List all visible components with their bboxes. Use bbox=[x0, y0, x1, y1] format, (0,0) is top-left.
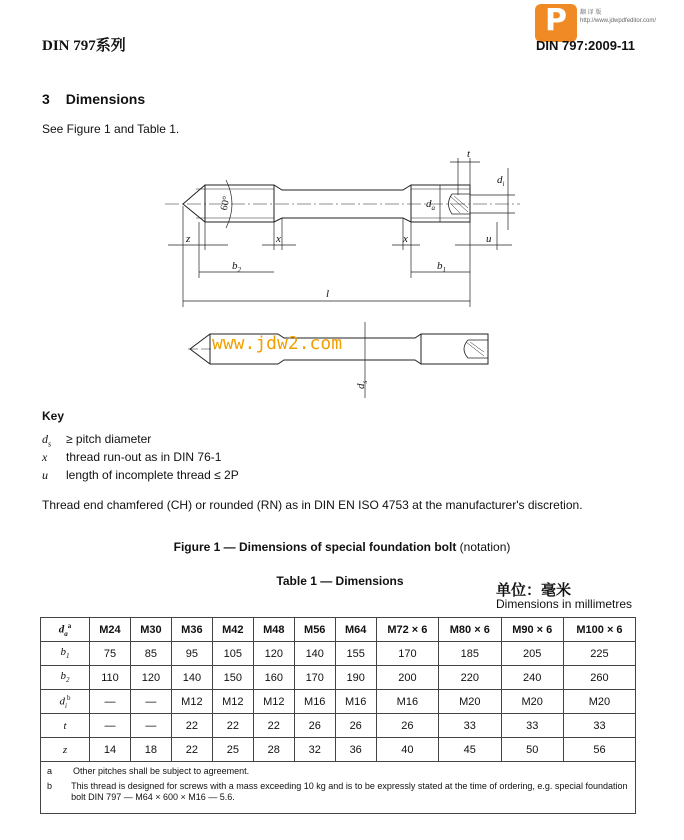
column-header: M90 × 6 bbox=[501, 618, 563, 642]
table-row bbox=[41, 738, 636, 762]
table-cell: M12 bbox=[253, 690, 294, 714]
column-header: M42 bbox=[212, 618, 253, 642]
footnote-row bbox=[41, 762, 636, 814]
figure-caption bbox=[42, 540, 642, 554]
logo-letter: P bbox=[545, 3, 567, 38]
unit-label: Dimensions in millimetres bbox=[496, 597, 633, 611]
footnote-mark: b bbox=[47, 781, 53, 791]
table-cell: 155 bbox=[335, 642, 376, 666]
table-header-row bbox=[41, 618, 636, 642]
column-header: M64 bbox=[335, 618, 376, 642]
row-symbol-cell: $b_1$ bbox=[41, 642, 90, 666]
column-header: M56 bbox=[294, 618, 335, 642]
table-cell: 190 bbox=[335, 666, 376, 690]
table-row bbox=[41, 642, 636, 666]
row-symbol-cell: z bbox=[41, 738, 90, 762]
table-cell: 25 bbox=[212, 738, 253, 762]
table-cell: 170 bbox=[376, 642, 438, 666]
table-cell: 28 bbox=[253, 738, 294, 762]
table-cell: 36 bbox=[335, 738, 376, 762]
label-t: t bbox=[467, 148, 471, 160]
label-z: z bbox=[186, 233, 191, 245]
column-header: M30 bbox=[130, 618, 171, 642]
section-intro: See Figure 1 and Table 1. bbox=[42, 122, 180, 136]
table-cell: M12 bbox=[171, 690, 212, 714]
label-b1: $b_1$ bbox=[437, 260, 446, 274]
table-cell: 33 bbox=[501, 714, 563, 738]
table-caption: Table 1 — Dimensions bbox=[276, 574, 404, 588]
row-symbol-cell: $d_i^b$ bbox=[41, 690, 90, 714]
table-cell: 140 bbox=[171, 666, 212, 690]
key-text: ≥ pitch diameter bbox=[66, 432, 152, 446]
label-ds: $d_s$ bbox=[355, 380, 369, 389]
table-cell: 105 bbox=[212, 642, 253, 666]
label-di: $d_i$ bbox=[497, 174, 505, 188]
table-cell: M20 bbox=[439, 690, 501, 714]
table-cell: 140 bbox=[294, 642, 335, 666]
footnotes bbox=[41, 762, 636, 814]
footnote-text: Other pitches shall be subject to agreement. bbox=[73, 766, 250, 776]
table-cell: 225 bbox=[563, 642, 635, 666]
figure-caption-suffix: (notation) bbox=[456, 540, 511, 554]
table-cell: 50 bbox=[501, 738, 563, 762]
table-row bbox=[41, 714, 636, 738]
label-angle: 60° bbox=[218, 195, 233, 212]
label-x-left: x bbox=[276, 233, 281, 245]
footnote-mark: a bbox=[47, 766, 53, 776]
table-cell: 40 bbox=[376, 738, 438, 762]
label-da: $d_a$ bbox=[426, 198, 435, 212]
row-symbol-cell: $b_2$ bbox=[41, 666, 90, 690]
table-row bbox=[41, 690, 636, 714]
table-cell: 150 bbox=[212, 666, 253, 690]
thread-end-note: Thread end chamfered (CH) or rounded (RN) as in DIN EN ISO 4753 at the manufacturer's discretion. bbox=[42, 498, 583, 512]
section-title: Dimensions bbox=[65, 91, 146, 107]
table-cell: M12 bbox=[212, 690, 253, 714]
table-cell: 33 bbox=[439, 714, 501, 738]
table-cell: 22 bbox=[212, 714, 253, 738]
key-symbol: x bbox=[42, 450, 48, 464]
table-cell: — bbox=[90, 714, 131, 738]
watermark: www.jdw2.com bbox=[212, 333, 343, 354]
logo-caption-line: http://www.jdwpdfeditor.com/ bbox=[580, 18, 657, 24]
table-cell: 260 bbox=[563, 666, 635, 690]
table-cell: 110 bbox=[90, 666, 131, 690]
column-header: M80 × 6 bbox=[439, 618, 501, 642]
section-number: 3 bbox=[42, 91, 50, 107]
key-text: thread run-out as in DIN 76-1 bbox=[66, 450, 222, 464]
key-item bbox=[42, 432, 151, 448]
column-header: M48 bbox=[253, 618, 294, 642]
table-cell: 32 bbox=[294, 738, 335, 762]
table-cell: 205 bbox=[501, 642, 563, 666]
header-symbol-cell: $d_a^a$ bbox=[41, 618, 90, 642]
table-cell: 75 bbox=[90, 642, 131, 666]
footnote-text: This thread is designed for screws with a mass exceeding 10 kg and is to be expressly stated at the time of ordering, e.g. special foundation bolt DIN 797 — M64 × 600 × M16 — 5.6. bbox=[71, 781, 628, 802]
table-cell: 33 bbox=[563, 714, 635, 738]
table-cell: 22 bbox=[253, 714, 294, 738]
table-cell: 170 bbox=[294, 666, 335, 690]
label-b2: $b_2$ bbox=[232, 260, 241, 274]
logo-caption-line: 翻 译 版 bbox=[580, 10, 602, 16]
table-cell: 56 bbox=[563, 738, 635, 762]
document-series-title: DIN 797系列 bbox=[42, 38, 126, 54]
column-header: M36 bbox=[171, 618, 212, 642]
table-cell: 26 bbox=[294, 714, 335, 738]
document-standard-number: DIN 797:2009-11 bbox=[536, 38, 636, 53]
table-cell: 26 bbox=[335, 714, 376, 738]
table-cell: 200 bbox=[376, 666, 438, 690]
table-cell: — bbox=[90, 690, 131, 714]
column-header: M24 bbox=[90, 618, 131, 642]
table-cell: 120 bbox=[253, 642, 294, 666]
table-cell: 85 bbox=[130, 642, 171, 666]
key-symbol: u bbox=[42, 468, 48, 482]
unit-label-chinese: 单位：毫米 bbox=[496, 583, 572, 599]
figure-caption-title: Figure 1 — Dimensions of special foundation bolt bbox=[173, 540, 457, 554]
label-u: u bbox=[486, 233, 492, 245]
table-cell: M16 bbox=[335, 690, 376, 714]
footnote bbox=[47, 766, 629, 777]
table-cell: — bbox=[130, 714, 171, 738]
dimension-lines bbox=[168, 158, 515, 307]
key-item bbox=[42, 468, 239, 483]
table-cell: 160 bbox=[253, 666, 294, 690]
bolt-side-view bbox=[165, 180, 520, 228]
table-cell: 18 bbox=[130, 738, 171, 762]
dimensions-table bbox=[40, 617, 636, 814]
table-cell: M20 bbox=[501, 690, 563, 714]
table-cell: M16 bbox=[294, 690, 335, 714]
table-cell: 95 bbox=[171, 642, 212, 666]
key-symbol: $d_s$ bbox=[42, 432, 52, 449]
bolt-drawing bbox=[0, 140, 684, 405]
key-item bbox=[42, 450, 221, 465]
table-row bbox=[41, 666, 636, 690]
table-cell: M16 bbox=[376, 690, 438, 714]
table-cell: 26 bbox=[376, 714, 438, 738]
column-header: M100 × 6 bbox=[563, 618, 635, 642]
label-x-right: x bbox=[403, 233, 408, 245]
table-cell: 240 bbox=[501, 666, 563, 690]
table-cell: 185 bbox=[439, 642, 501, 666]
table-cell: 220 bbox=[439, 666, 501, 690]
table-cell: — bbox=[130, 690, 171, 714]
footnote bbox=[47, 781, 629, 803]
table-cell: 22 bbox=[171, 738, 212, 762]
table-cell: M20 bbox=[563, 690, 635, 714]
key-text: length of incomplete thread ≤ 2P bbox=[66, 468, 239, 482]
logo-caption bbox=[580, 9, 680, 25]
column-header: M72 × 6 bbox=[376, 618, 438, 642]
key-title: Key bbox=[42, 409, 65, 423]
label-l: l bbox=[326, 288, 330, 300]
table-cell: 14 bbox=[90, 738, 131, 762]
row-symbol-cell: t bbox=[41, 714, 90, 738]
table-cell: 22 bbox=[171, 714, 212, 738]
section-heading bbox=[42, 91, 145, 107]
table-cell: 120 bbox=[130, 666, 171, 690]
table-cell: 45 bbox=[439, 738, 501, 762]
